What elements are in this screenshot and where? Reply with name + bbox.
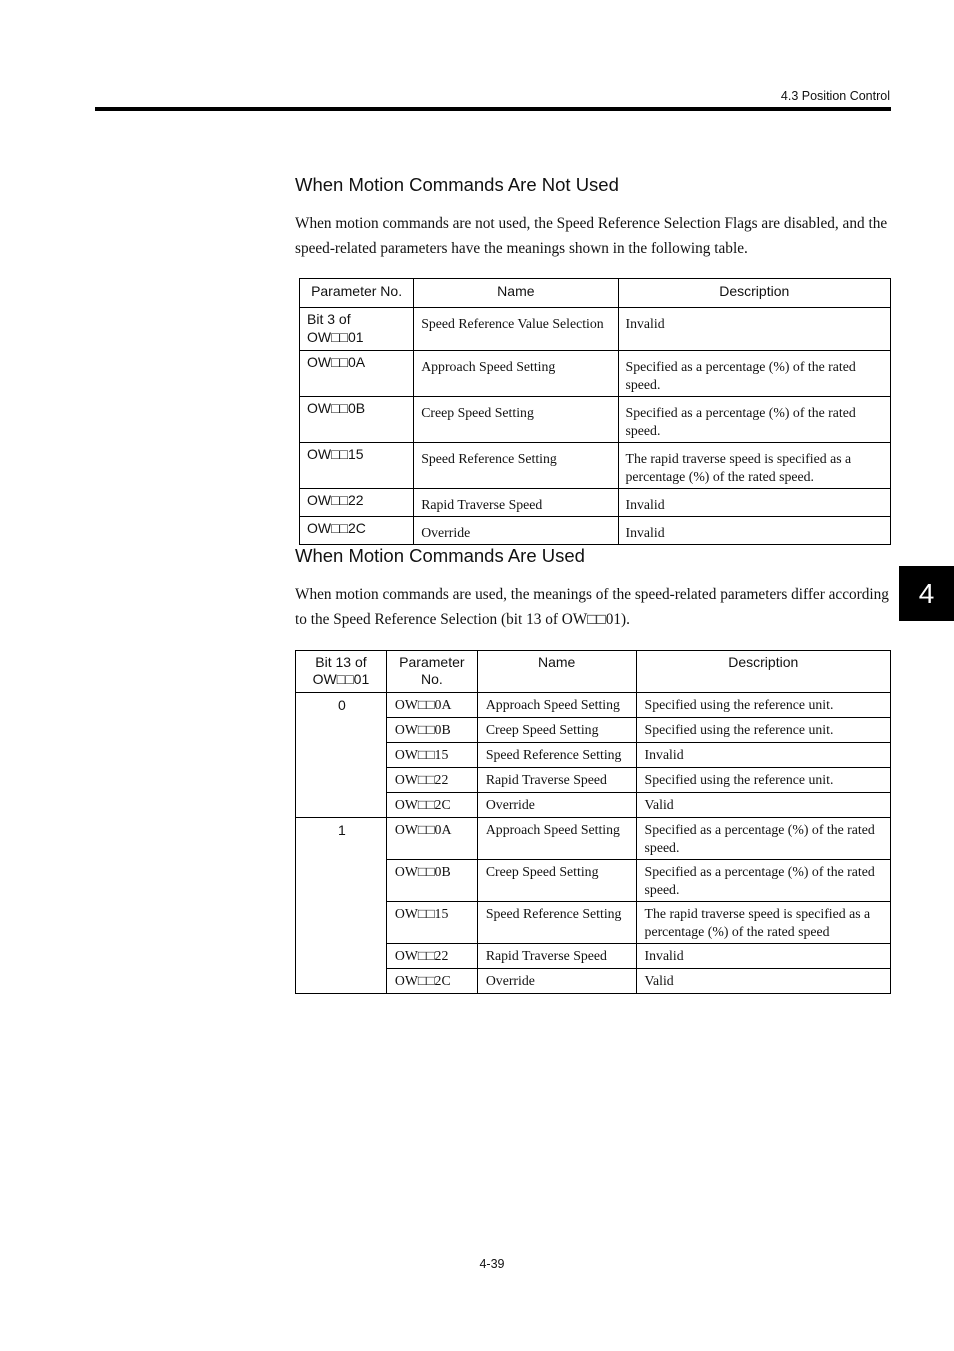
table-row bbox=[300, 517, 891, 545]
param-cell: OW□□0B bbox=[386, 718, 477, 743]
desc-cell: Invalid bbox=[636, 743, 890, 768]
running-head: 4.3 Position Control bbox=[780, 89, 890, 103]
param-cell: OW□□22 bbox=[386, 768, 477, 793]
table-header-row bbox=[300, 279, 891, 308]
section-used bbox=[295, 545, 891, 567]
column-header: Parameter No. bbox=[300, 279, 414, 308]
table-used bbox=[295, 650, 891, 994]
table-row bbox=[296, 818, 891, 860]
column-header: Parameter No. bbox=[386, 651, 477, 693]
table-header-row bbox=[296, 651, 891, 693]
table-row bbox=[300, 443, 891, 489]
section-title: When Motion Commands Are Not Used bbox=[295, 174, 619, 195]
desc-cell: Specified as a percentage (%) of the rated speed. bbox=[636, 818, 890, 860]
name-cell: Rapid Traverse Speed bbox=[414, 489, 618, 517]
name-cell: Speed Reference Setting bbox=[477, 743, 636, 768]
table-row bbox=[300, 489, 891, 517]
column-header: Name bbox=[477, 651, 636, 693]
bit-value-cell: 1 bbox=[296, 818, 387, 994]
name-cell: Approach Speed Setting bbox=[414, 351, 618, 397]
column-header: Description bbox=[636, 651, 890, 693]
desc-cell: Specified using the reference unit. bbox=[636, 718, 890, 743]
param-cell: OW□□2C bbox=[300, 517, 414, 545]
param-cell: OW□□15 bbox=[386, 902, 477, 944]
param-cell: OW□□2C bbox=[386, 969, 477, 994]
section-not-used bbox=[295, 174, 891, 196]
desc-cell: The rapid traverse speed is specified as a percentage (%) of the rated speed. bbox=[618, 443, 890, 489]
table-row bbox=[300, 397, 891, 443]
param-cell: OW□□22 bbox=[386, 944, 477, 969]
page-number: 4-39 bbox=[479, 1257, 505, 1271]
table-row bbox=[300, 308, 891, 351]
param-cell: OW□□0B bbox=[386, 860, 477, 902]
column-header: Name bbox=[414, 279, 618, 308]
param-cell: OW□□15 bbox=[386, 743, 477, 768]
desc-cell: Specified using the reference unit. bbox=[636, 693, 890, 718]
param-cell: OW□□0A bbox=[300, 351, 414, 397]
param-cell: OW□□0A bbox=[386, 693, 477, 718]
name-cell: Creep Speed Setting bbox=[414, 397, 618, 443]
name-cell: Speed Reference Setting bbox=[477, 902, 636, 944]
param-cell: OW□□0A bbox=[386, 818, 477, 860]
header-rule bbox=[95, 107, 891, 111]
name-cell: Override bbox=[414, 517, 618, 545]
name-cell: Override bbox=[477, 793, 636, 818]
column-header: Bit 13 of OW□□01 bbox=[296, 651, 387, 693]
desc-cell: Specified using the reference unit. bbox=[636, 768, 890, 793]
desc-cell: Invalid bbox=[618, 489, 890, 517]
desc-cell: Specified as a percentage (%) of the rated speed. bbox=[636, 860, 890, 902]
desc-cell: Valid bbox=[636, 793, 890, 818]
desc-cell: Specified as a percentage (%) of the rated speed. bbox=[618, 397, 890, 443]
name-cell: Approach Speed Setting bbox=[477, 818, 636, 860]
desc-cell: Invalid bbox=[618, 517, 890, 545]
param-cell: OW□□22 bbox=[300, 489, 414, 517]
section-paragraph: When motion commands are used, the meanings of the speed-related parameters differ according to the Speed Reference Selection (bit 13 of OW□□01). bbox=[295, 586, 889, 628]
param-cell: OW□□0B bbox=[300, 397, 414, 443]
name-cell: Override bbox=[477, 969, 636, 994]
param-cell: OW□□2C bbox=[386, 793, 477, 818]
desc-cell: The rapid traverse speed is specified as a percentage (%) of the rated speed bbox=[636, 902, 890, 944]
desc-cell: Valid bbox=[636, 969, 890, 994]
name-cell: Speed Reference Value Selection bbox=[414, 308, 618, 351]
name-cell: Rapid Traverse Speed bbox=[477, 768, 636, 793]
name-cell: Creep Speed Setting bbox=[477, 860, 636, 902]
table-row bbox=[300, 351, 891, 397]
column-header: Description bbox=[618, 279, 890, 308]
name-cell: Rapid Traverse Speed bbox=[477, 944, 636, 969]
table-row bbox=[296, 693, 891, 718]
bit-value-cell: 0 bbox=[296, 693, 387, 818]
param-cell: OW□□15 bbox=[300, 443, 414, 489]
desc-cell: Specified as a percentage (%) of the rated speed. bbox=[618, 351, 890, 397]
desc-cell: Invalid bbox=[636, 944, 890, 969]
param-cell: Bit 3 of OW□□01 bbox=[300, 308, 414, 351]
section-not-used-body bbox=[295, 212, 891, 261]
desc-cell: Invalid bbox=[618, 308, 890, 351]
section-title: When Motion Commands Are Used bbox=[295, 545, 585, 566]
name-cell: Creep Speed Setting bbox=[477, 718, 636, 743]
section-paragraph: When motion commands are not used, the Speed Reference Selection Flags are disabled, and the speed-related parameters have the meanings shown in the following table. bbox=[295, 215, 888, 257]
table-not-used bbox=[299, 278, 891, 545]
name-cell: Speed Reference Setting bbox=[414, 443, 618, 489]
name-cell: Approach Speed Setting bbox=[477, 693, 636, 718]
section-used-body bbox=[295, 583, 891, 632]
chapter-tab: 4 bbox=[899, 566, 954, 621]
